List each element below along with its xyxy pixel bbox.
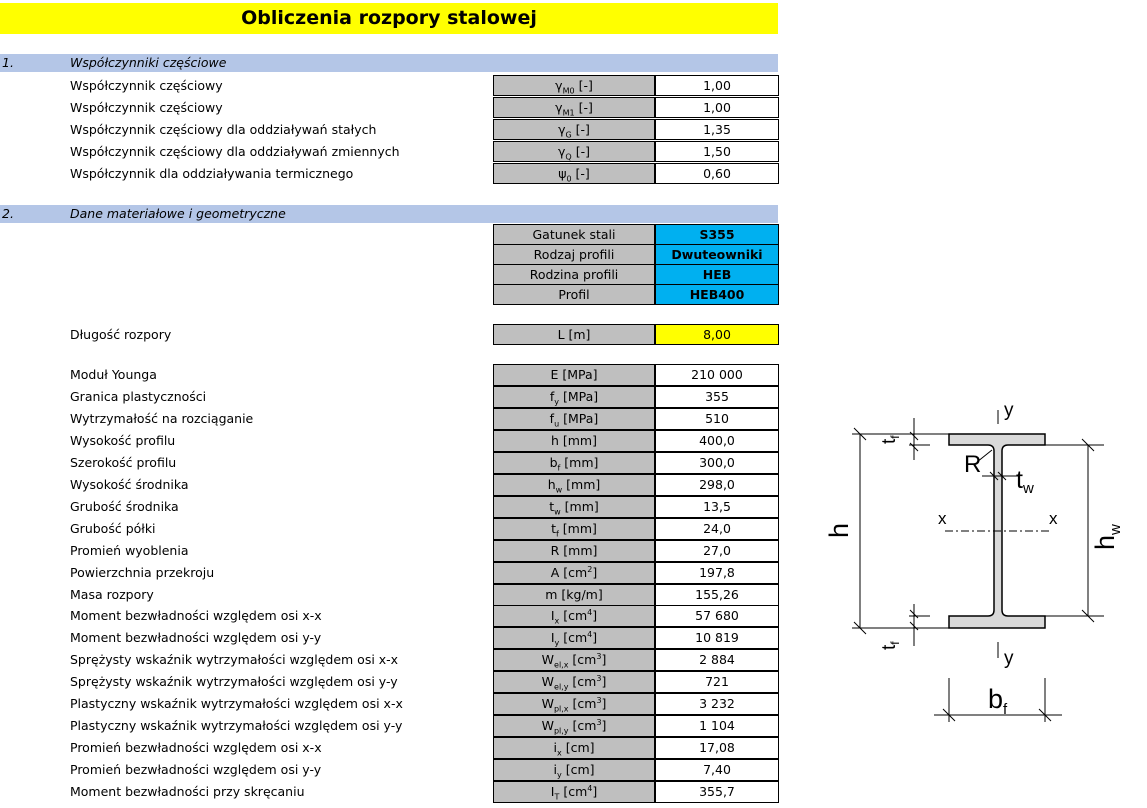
label-x-left: x — [938, 509, 947, 528]
property-symbol — [493, 781, 655, 803]
property-value: 10 819 — [655, 627, 779, 649]
property-symbol — [493, 584, 655, 606]
property-symbol-sup: 4 — [587, 608, 593, 618]
property-symbol — [493, 627, 655, 649]
property-symbol-sup: 3 — [596, 696, 602, 706]
property-symbol-unit: [MPa] — [559, 410, 599, 426]
property-symbol-unit: [mm] — [560, 454, 599, 470]
property-symbol-main: i — [553, 740, 557, 756]
property-symbol-unit-end: ] — [592, 608, 598, 624]
length-symbol: L [m] — [493, 324, 655, 345]
label-tf-top: $t_f$ — [879, 435, 902, 444]
label-hw: $h_w$ — [1090, 524, 1124, 550]
property-symbol-sup: 3 — [596, 674, 602, 684]
property-symbol-main: W — [541, 652, 555, 668]
property-value: 400,0 — [655, 430, 779, 452]
property-value: 300,0 — [655, 452, 779, 474]
factor-label: Współczynnik częściowy — [70, 100, 223, 115]
property-label: Grubość środnika — [70, 498, 179, 514]
property-value: 17,08 — [655, 737, 779, 759]
property-symbol-unit: [mm] — [560, 498, 599, 514]
factor-value: 1,00 — [655, 97, 779, 118]
property-symbol-unit-end: ] — [601, 652, 607, 668]
property-symbol-sub: y — [554, 397, 559, 407]
factor-symbol-sub: Q — [565, 152, 572, 162]
section-1-header — [0, 54, 778, 72]
property-symbol-main: b — [549, 454, 558, 470]
property-value: 510 — [655, 408, 779, 430]
property-value: 7,40 — [655, 759, 779, 781]
property-symbol-main: h [mm] — [550, 432, 597, 448]
label-tw: $t_w$ — [1016, 466, 1034, 497]
property-symbol — [493, 693, 655, 715]
property-symbol-sub: el,y — [554, 682, 569, 692]
profile-label: Rodzina profili — [493, 264, 655, 285]
profile-select[interactable]: HEB400 — [655, 284, 779, 305]
property-value: 1 104 — [655, 715, 779, 737]
profile-select[interactable]: S355 — [655, 224, 779, 245]
property-label: Sprężysty wskaźnik wytrzymałości względem osi x-x — [70, 652, 399, 668]
property-symbol — [493, 408, 655, 430]
factor-label: Współczynnik częściowy dla oddziaływań zmiennych — [70, 144, 400, 159]
property-value: 2 884 — [655, 649, 779, 671]
length-input[interactable]: 8,00 — [655, 324, 779, 345]
property-symbol-unit-end: ] — [601, 674, 607, 690]
heb-cross-section-diagram — [812, 392, 1142, 737]
property-symbol-sub: f — [555, 529, 559, 539]
property-label: Sprężysty wskaźnik wytrzymałości względem osi y-y — [70, 674, 398, 690]
property-symbol-unit: [cm] — [561, 740, 595, 756]
factor-symbol — [493, 163, 655, 184]
property-value: 13,5 — [655, 496, 779, 518]
factor-symbol-sub: 0 — [566, 174, 572, 184]
property-symbol-unit-end: ] — [601, 696, 607, 712]
property-symbol-unit: [cm — [568, 718, 597, 734]
property-symbol-sub: x — [556, 748, 562, 758]
property-symbol — [493, 562, 655, 584]
property-symbol-unit-end: ] — [601, 718, 607, 734]
property-symbol-sup: 4 — [587, 783, 593, 793]
factor-symbol-sub: G — [565, 130, 572, 140]
property-symbol-unit-end: ] — [592, 564, 598, 580]
factor-symbol-sub: M0 — [562, 86, 575, 96]
property-label: Moduł Younga — [70, 367, 157, 382]
property-symbol-main: E [MPa] — [550, 367, 598, 382]
section-1-number: 1. — [2, 55, 14, 70]
property-symbol-sub: y — [556, 770, 562, 780]
property-value: 3 232 — [655, 693, 779, 715]
property-symbol-sub: pl,x — [553, 704, 569, 714]
property-symbol-unit: [cm — [559, 630, 588, 646]
property-symbol-main: W — [541, 718, 554, 734]
property-symbol-main: W — [541, 696, 554, 712]
property-symbol-unit: [cm — [559, 784, 588, 800]
property-symbol-sup: 4 — [587, 630, 593, 640]
label-y-top: y — [1004, 400, 1014, 421]
property-symbol-unit: [mm] — [558, 520, 597, 536]
property-symbol-unit: [mm] — [562, 476, 601, 492]
property-symbol-unit: [MPa] — [558, 388, 599, 404]
property-symbol-sub: f — [557, 463, 561, 473]
property-label: Wysokość środnika — [70, 476, 189, 492]
section-2-header — [0, 205, 778, 223]
label-tf-bottom: $t_f$ — [879, 641, 902, 650]
factor-symbol-main: γ — [558, 144, 566, 159]
factor-symbol-sub: M1 — [562, 108, 575, 118]
property-symbol-sub: el,x — [554, 660, 569, 670]
property-symbol-sub: x — [554, 616, 560, 626]
property-symbol-sub: y — [554, 638, 560, 648]
factor-symbol-main: γ — [558, 122, 566, 137]
profile-label: Rodzaj profili — [493, 244, 655, 265]
factor-label: Współczynnik dla oddziaływania termicznego — [70, 166, 354, 181]
profile-label: Gatunek stali — [493, 224, 655, 245]
factor-value: 1,35 — [655, 119, 779, 140]
property-label: Plastyczny wskaźnik wytrzymałości względem osi x-x — [70, 696, 403, 712]
property-symbol — [493, 759, 655, 781]
factor-label: Współczynnik częściowy dla oddziaływań stałych — [70, 122, 377, 137]
property-value: 298,0 — [655, 474, 779, 496]
factor-symbol — [493, 75, 655, 96]
factor-value: 1,50 — [655, 141, 779, 162]
property-symbol-main: A [cm — [550, 564, 588, 580]
property-symbol — [493, 452, 655, 474]
factor-symbol — [493, 141, 655, 162]
factor-symbol-unit: [-] — [575, 122, 590, 137]
property-symbol — [493, 671, 655, 693]
property-label: Promień bezwładności względem osi x-x — [70, 740, 322, 756]
property-symbol-main: f — [549, 388, 555, 404]
property-symbol — [493, 715, 655, 737]
property-label: Grubość półki — [70, 520, 156, 536]
property-symbol-sup: 3 — [596, 718, 602, 728]
property-symbol-unit: [cm — [559, 608, 588, 624]
section-2-number: 2. — [2, 206, 14, 221]
property-symbol-unit: [cm — [568, 696, 597, 712]
property-value: 155,26 — [655, 584, 779, 606]
property-symbol — [493, 540, 655, 562]
factor-label: Współczynnik częściowy — [70, 78, 223, 93]
property-symbol-unit: [cm — [568, 674, 597, 690]
property-label: Granica plastyczności — [70, 388, 207, 404]
property-symbol-main: i — [553, 762, 557, 778]
profile-select[interactable]: Dwuteowniki — [655, 244, 779, 265]
property-value: 24,0 — [655, 518, 779, 540]
property-symbol — [493, 474, 655, 496]
factor-symbol — [493, 97, 655, 118]
property-symbol-main: R [mm] — [550, 542, 598, 558]
factor-symbol — [493, 119, 655, 140]
property-label: Promień wyoblenia — [70, 542, 189, 558]
property-value: 355 — [655, 386, 779, 408]
property-symbol-main: h — [547, 476, 556, 492]
factor-symbol-unit: [-] — [575, 144, 590, 159]
property-symbol-main: t — [551, 520, 556, 536]
factor-value: 1,00 — [655, 75, 779, 96]
property-value: 721 — [655, 671, 779, 693]
label-r: R — [964, 451, 982, 478]
property-symbol-main: W — [541, 674, 555, 690]
property-symbol — [493, 605, 655, 627]
label-bf: $b_f$ — [988, 684, 1008, 718]
factor-value: 0,60 — [655, 163, 779, 184]
section-2-title: Dane materiałowe i geometryczne — [70, 206, 286, 221]
property-label: Masa rozpory — [70, 586, 154, 602]
property-symbol-main: I — [550, 784, 555, 800]
property-label: Moment bezwładności przy skręcaniu — [70, 784, 305, 800]
section-1-title: Współczynniki częściowe — [70, 55, 227, 70]
property-symbol-sub: u — [554, 419, 560, 429]
property-symbol-sub: w — [555, 485, 563, 495]
property-symbol-sup: 3 — [596, 652, 602, 662]
property-symbol — [493, 364, 655, 386]
property-label: Moment bezwładności względem osi x-x — [70, 608, 322, 624]
property-symbol — [493, 386, 655, 408]
property-symbol-unit-end: ] — [592, 784, 598, 800]
property-symbol — [493, 649, 655, 671]
property-symbol-unit-end: ] — [592, 630, 598, 646]
factor-symbol-unit: [-] — [578, 78, 593, 93]
property-value: 57 680 — [655, 605, 779, 627]
property-symbol-unit: [cm — [568, 652, 597, 668]
property-label: Wysokość profilu — [70, 432, 176, 448]
property-symbol — [493, 496, 655, 518]
label-y-bottom: y — [1004, 648, 1014, 669]
property-label: Moment bezwładności względem osi y-y — [70, 630, 322, 646]
profile-label: Profil — [493, 284, 655, 305]
property-symbol — [493, 737, 655, 759]
property-symbol — [493, 518, 655, 540]
factor-symbol-main: ψ — [558, 166, 567, 181]
profile-select[interactable]: HEB — [655, 264, 779, 285]
property-symbol-sub: pl,y — [553, 726, 569, 736]
factor-symbol-unit: [-] — [578, 100, 593, 115]
property-value: 197,8 — [655, 562, 779, 584]
property-symbol-sub: w — [554, 507, 561, 517]
property-label: Plastyczny wskaźnik wytrzymałości względem osi y-y — [70, 718, 403, 734]
label-h: h — [824, 522, 854, 538]
factor-symbol-unit: [-] — [575, 166, 590, 181]
property-symbol-main: m [kg/m] — [545, 586, 603, 602]
property-value: 355,7 — [655, 781, 779, 803]
property-label: Promień bezwładności względem osi y-y — [70, 762, 322, 778]
factor-symbol-main: γ — [555, 78, 563, 93]
property-label: Powierzchnia przekroju — [70, 564, 215, 580]
property-value: 210 000 — [655, 364, 779, 386]
property-label: Szerokość profilu — [70, 454, 177, 470]
property-symbol-main: t — [549, 498, 555, 514]
property-value: 27,0 — [655, 540, 779, 562]
page-title: Obliczenia rozpory stalowej — [0, 3, 778, 34]
factor-symbol-main: γ — [555, 100, 563, 115]
property-symbol-main: I — [550, 630, 555, 646]
property-symbol-unit: [cm] — [561, 762, 595, 778]
property-symbol — [493, 430, 655, 452]
property-symbol-sub: T — [554, 792, 560, 802]
label-x-right: x — [1049, 509, 1058, 528]
property-symbol-main: I — [550, 608, 555, 624]
property-symbol-sup: 2 — [587, 564, 593, 574]
property-label: Wytrzymałość na rozciąganie — [70, 410, 254, 426]
property-symbol-main: f — [549, 410, 555, 426]
length-label: Długość rozpory — [70, 327, 172, 342]
